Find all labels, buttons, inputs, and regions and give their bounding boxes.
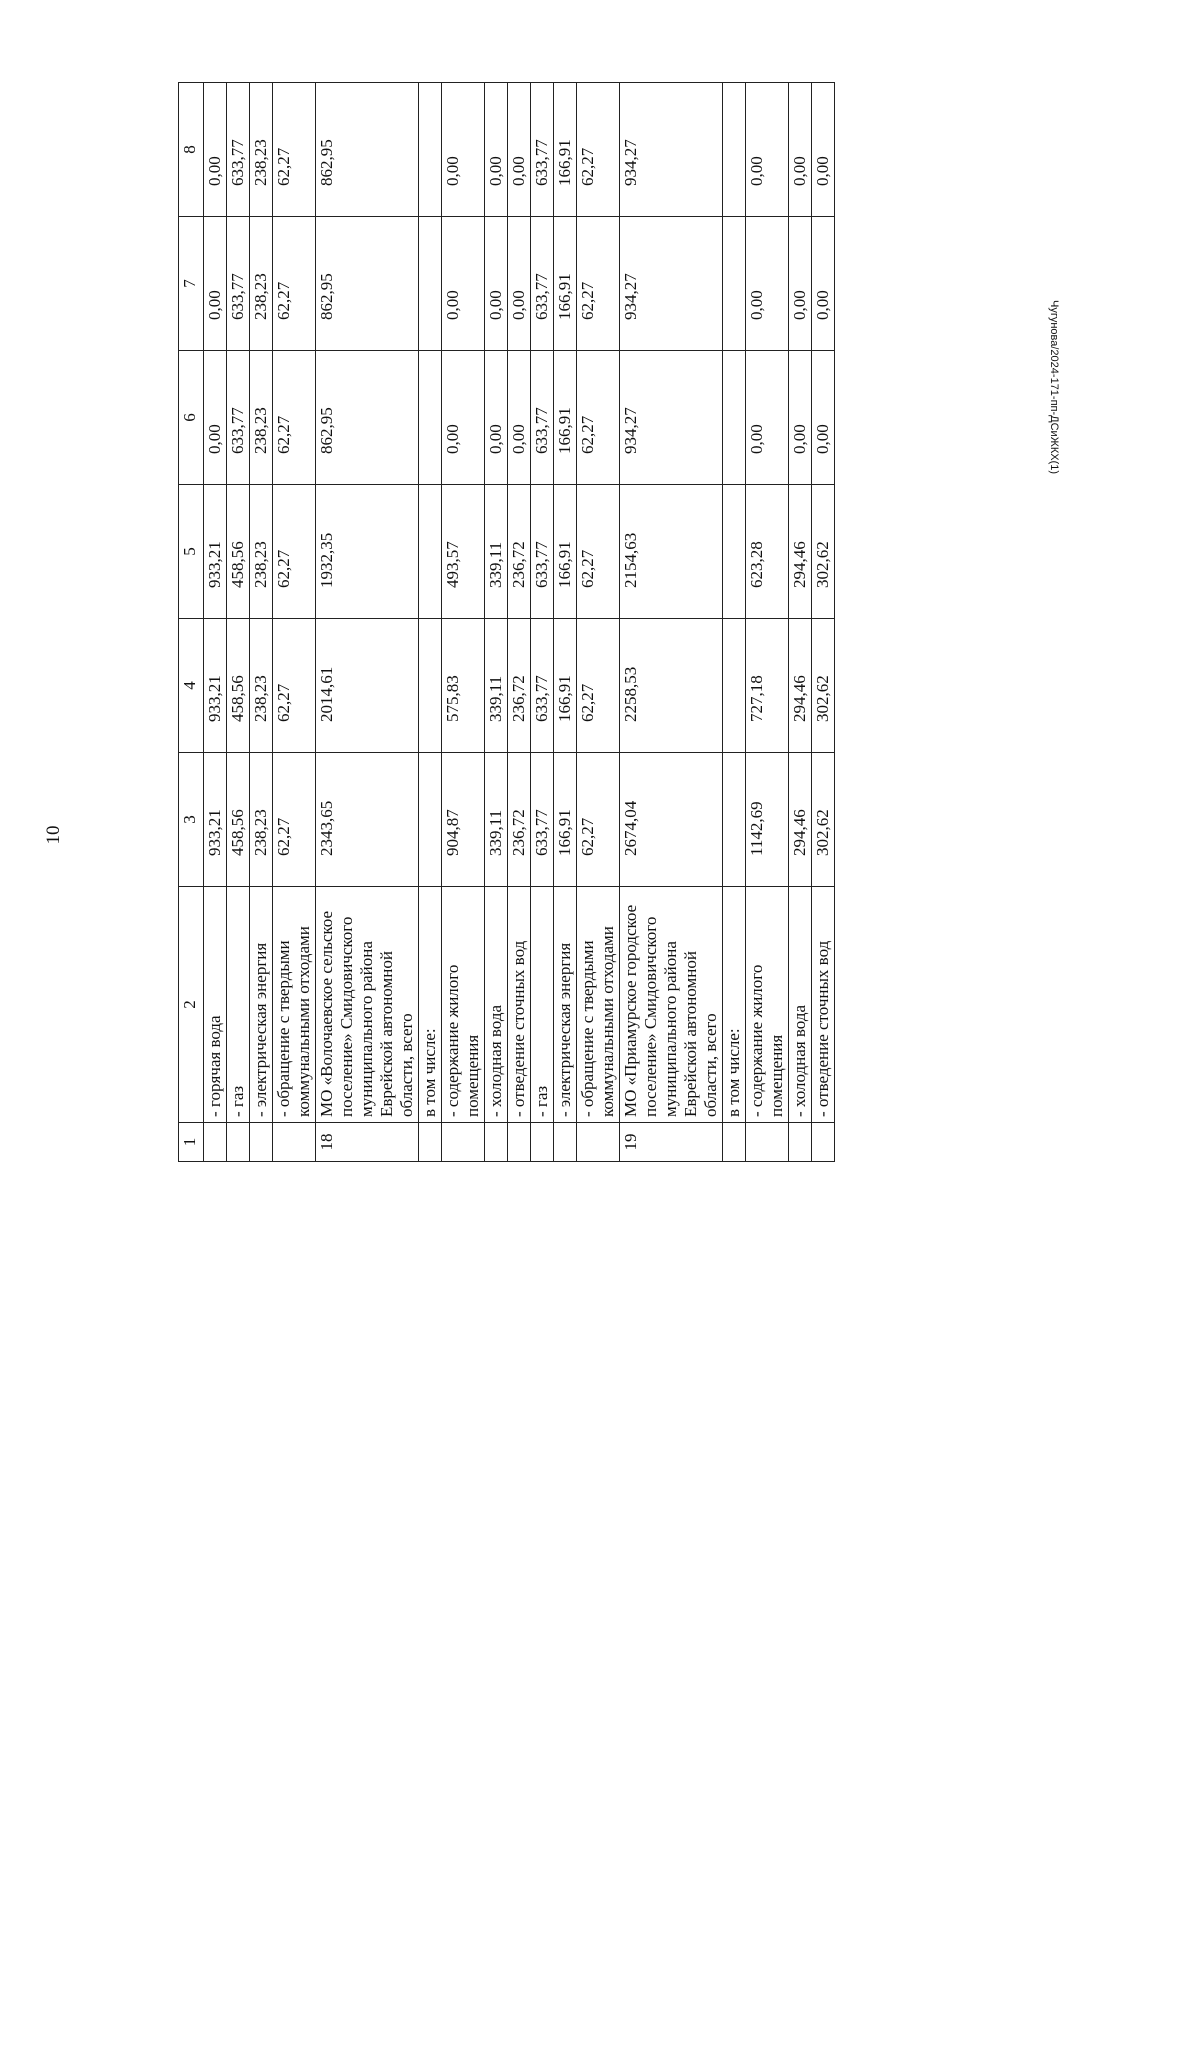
value-cell: 862,95 bbox=[316, 83, 419, 217]
value-cell bbox=[419, 83, 442, 217]
value-cell: 62,27 bbox=[577, 753, 620, 887]
row-number bbox=[204, 1123, 227, 1162]
value-cell bbox=[419, 351, 442, 485]
value-cell: 166,91 bbox=[554, 485, 577, 619]
value-cell: 339,11 bbox=[485, 619, 508, 753]
value-cell: 62,27 bbox=[577, 619, 620, 753]
table-row bbox=[204, 83, 227, 1162]
table-row bbox=[227, 83, 250, 1162]
row-label: - электрическая энергия bbox=[250, 887, 273, 1123]
value-cell: 302,62 bbox=[812, 485, 835, 619]
row-number bbox=[554, 1123, 577, 1162]
row-label: МО «Волочаевское сельское поселение» Смидовичского муниципального района Еврейской автономной области, всего bbox=[316, 887, 419, 1123]
table-row bbox=[485, 83, 508, 1162]
value-cell: 236,72 bbox=[508, 619, 531, 753]
table-row bbox=[442, 83, 485, 1162]
header-cell: 8 bbox=[179, 83, 204, 217]
value-cell: 633,77 bbox=[531, 351, 554, 485]
value-cell: 62,27 bbox=[273, 619, 316, 753]
row-label: - электрическая энергия bbox=[554, 887, 577, 1123]
value-cell: 633,77 bbox=[531, 83, 554, 217]
value-cell bbox=[723, 351, 746, 485]
value-cell: 0,00 bbox=[746, 351, 789, 485]
value-cell: 238,23 bbox=[250, 485, 273, 619]
value-cell bbox=[723, 619, 746, 753]
value-cell: 0,00 bbox=[812, 351, 835, 485]
value-cell: 458,56 bbox=[227, 753, 250, 887]
value-cell: 0,00 bbox=[508, 217, 531, 351]
table-row bbox=[620, 83, 723, 1162]
value-cell: 862,95 bbox=[316, 351, 419, 485]
value-cell: 236,72 bbox=[508, 485, 531, 619]
value-cell: 633,77 bbox=[227, 83, 250, 217]
value-cell: 0,00 bbox=[789, 83, 812, 217]
row-number bbox=[485, 1123, 508, 1162]
value-cell: 904,87 bbox=[442, 753, 485, 887]
row-label: - холодная вода bbox=[789, 887, 812, 1123]
row-number bbox=[812, 1123, 835, 1162]
row-number bbox=[508, 1123, 531, 1162]
header-cell: 3 bbox=[179, 753, 204, 887]
table-row bbox=[789, 83, 812, 1162]
header-cell: 2 bbox=[179, 887, 204, 1123]
value-cell: 2343,65 bbox=[316, 753, 419, 887]
row-number bbox=[419, 1123, 442, 1162]
table-row bbox=[508, 83, 531, 1162]
value-cell: 62,27 bbox=[273, 217, 316, 351]
value-cell: 238,23 bbox=[250, 753, 273, 887]
row-label: МО «Приамурское городское поселение» Смидовичского муниципального района Еврейской автономной области, всего bbox=[620, 887, 723, 1123]
value-cell: 0,00 bbox=[789, 217, 812, 351]
value-cell: 0,00 bbox=[746, 83, 789, 217]
value-cell bbox=[419, 619, 442, 753]
row-number bbox=[442, 1123, 485, 1162]
value-cell: 633,77 bbox=[531, 217, 554, 351]
value-cell: 294,46 bbox=[789, 619, 812, 753]
value-cell: 166,91 bbox=[554, 351, 577, 485]
value-cell: 2674,04 bbox=[620, 753, 723, 887]
row-label: - содержание жилого помещения bbox=[442, 887, 485, 1123]
table-row bbox=[419, 83, 442, 1162]
value-cell: 0,00 bbox=[204, 83, 227, 217]
value-cell: 575,83 bbox=[442, 619, 485, 753]
value-cell: 62,27 bbox=[273, 485, 316, 619]
table-row bbox=[746, 83, 789, 1162]
row-number: 19 bbox=[620, 1123, 723, 1162]
value-cell: 1932,35 bbox=[316, 485, 419, 619]
row-label: - обращение с твердыми коммунальными отходами bbox=[577, 887, 620, 1123]
value-cell: 0,00 bbox=[204, 351, 227, 485]
value-cell: 2014,61 bbox=[316, 619, 419, 753]
value-cell bbox=[419, 217, 442, 351]
header-cell: 4 bbox=[179, 619, 204, 753]
table-body bbox=[204, 83, 835, 1162]
value-cell: 0,00 bbox=[204, 217, 227, 351]
value-cell: 302,62 bbox=[812, 619, 835, 753]
row-number bbox=[789, 1123, 812, 1162]
value-cell: 238,23 bbox=[250, 217, 273, 351]
row-number bbox=[746, 1123, 789, 1162]
value-cell: 633,77 bbox=[531, 619, 554, 753]
value-cell bbox=[419, 753, 442, 887]
value-cell bbox=[723, 217, 746, 351]
value-cell: 62,27 bbox=[273, 83, 316, 217]
row-number bbox=[227, 1123, 250, 1162]
row-label: - отведение сточных вод bbox=[508, 887, 531, 1123]
table-row bbox=[273, 83, 316, 1162]
value-cell: 0,00 bbox=[746, 217, 789, 351]
value-cell: 0,00 bbox=[812, 217, 835, 351]
value-cell: 0,00 bbox=[442, 217, 485, 351]
header-row bbox=[179, 83, 204, 1162]
table-row bbox=[316, 83, 419, 1162]
row-label: - обращение с твердыми коммунальными отходами bbox=[273, 887, 316, 1123]
value-cell: 934,27 bbox=[620, 351, 723, 485]
table-row bbox=[554, 83, 577, 1162]
value-cell: 294,46 bbox=[789, 753, 812, 887]
value-cell: 862,95 bbox=[316, 217, 419, 351]
value-cell: 727,18 bbox=[746, 619, 789, 753]
value-cell: 62,27 bbox=[577, 485, 620, 619]
footer-code: Чугунова/2024-171-пп-ДСиЖКХ(1) bbox=[1048, 300, 1060, 475]
value-cell: 0,00 bbox=[442, 351, 485, 485]
value-cell: 62,27 bbox=[577, 217, 620, 351]
value-cell: 166,91 bbox=[554, 83, 577, 217]
value-cell: 294,46 bbox=[789, 485, 812, 619]
header-cell: 5 bbox=[179, 485, 204, 619]
row-label: - содержание жилого помещения bbox=[746, 887, 789, 1123]
row-label: - газ bbox=[531, 887, 554, 1123]
value-cell: 458,56 bbox=[227, 619, 250, 753]
row-label: - газ bbox=[227, 887, 250, 1123]
value-cell: 2258,53 bbox=[620, 619, 723, 753]
page-number: 10 bbox=[43, 825, 64, 845]
value-cell: 238,23 bbox=[250, 351, 273, 485]
header-cell: 1 bbox=[179, 1123, 204, 1162]
value-cell: 166,91 bbox=[554, 753, 577, 887]
row-number: 18 bbox=[316, 1123, 419, 1162]
value-cell: 0,00 bbox=[485, 217, 508, 351]
value-cell: 933,21 bbox=[204, 485, 227, 619]
table-row bbox=[531, 83, 554, 1162]
value-cell: 62,27 bbox=[577, 351, 620, 485]
value-cell: 62,27 bbox=[273, 753, 316, 887]
value-cell: 0,00 bbox=[789, 351, 812, 485]
value-cell: 236,72 bbox=[508, 753, 531, 887]
value-cell: 166,91 bbox=[554, 217, 577, 351]
value-cell: 166,91 bbox=[554, 619, 577, 753]
value-cell: 339,11 bbox=[485, 753, 508, 887]
data-table-rotated bbox=[178, 82, 1083, 1162]
value-cell: 633,77 bbox=[227, 217, 250, 351]
row-number bbox=[273, 1123, 316, 1162]
value-cell: 0,00 bbox=[812, 83, 835, 217]
value-cell bbox=[419, 485, 442, 619]
value-cell: 0,00 bbox=[485, 83, 508, 217]
value-cell: 933,21 bbox=[204, 619, 227, 753]
table-row bbox=[577, 83, 620, 1162]
value-cell: 0,00 bbox=[508, 351, 531, 485]
value-cell: 633,77 bbox=[531, 753, 554, 887]
value-cell: 934,27 bbox=[620, 217, 723, 351]
value-cell: 0,00 bbox=[508, 83, 531, 217]
value-cell bbox=[723, 83, 746, 217]
table-row bbox=[723, 83, 746, 1162]
row-label: в том числе: bbox=[419, 887, 442, 1123]
value-cell: 493,57 bbox=[442, 485, 485, 619]
data-table bbox=[178, 82, 835, 1162]
table-row bbox=[250, 83, 273, 1162]
value-cell: 1142,69 bbox=[746, 753, 789, 887]
value-cell: 339,11 bbox=[485, 485, 508, 619]
row-number bbox=[723, 1123, 746, 1162]
value-cell: 458,56 bbox=[227, 485, 250, 619]
row-label: - горячая вода bbox=[204, 887, 227, 1123]
value-cell: 302,62 bbox=[812, 753, 835, 887]
header-cell: 7 bbox=[179, 217, 204, 351]
value-cell: 633,77 bbox=[227, 351, 250, 485]
row-label: в том числе: bbox=[723, 887, 746, 1123]
value-cell: 2154,63 bbox=[620, 485, 723, 619]
value-cell: 633,77 bbox=[531, 485, 554, 619]
value-cell: 934,27 bbox=[620, 83, 723, 217]
table-row bbox=[812, 83, 835, 1162]
row-label: - отведение сточных вод bbox=[812, 887, 835, 1123]
row-number bbox=[577, 1123, 620, 1162]
value-cell: 0,00 bbox=[485, 351, 508, 485]
value-cell: 238,23 bbox=[250, 619, 273, 753]
value-cell: 62,27 bbox=[273, 351, 316, 485]
value-cell bbox=[723, 485, 746, 619]
row-label: - холодная вода bbox=[485, 887, 508, 1123]
row-number bbox=[531, 1123, 554, 1162]
value-cell: 623,28 bbox=[746, 485, 789, 619]
value-cell: 238,23 bbox=[250, 83, 273, 217]
value-cell: 0,00 bbox=[442, 83, 485, 217]
value-cell bbox=[723, 753, 746, 887]
row-number bbox=[250, 1123, 273, 1162]
header-cell: 6 bbox=[179, 351, 204, 485]
value-cell: 933,21 bbox=[204, 753, 227, 887]
value-cell: 62,27 bbox=[577, 83, 620, 217]
